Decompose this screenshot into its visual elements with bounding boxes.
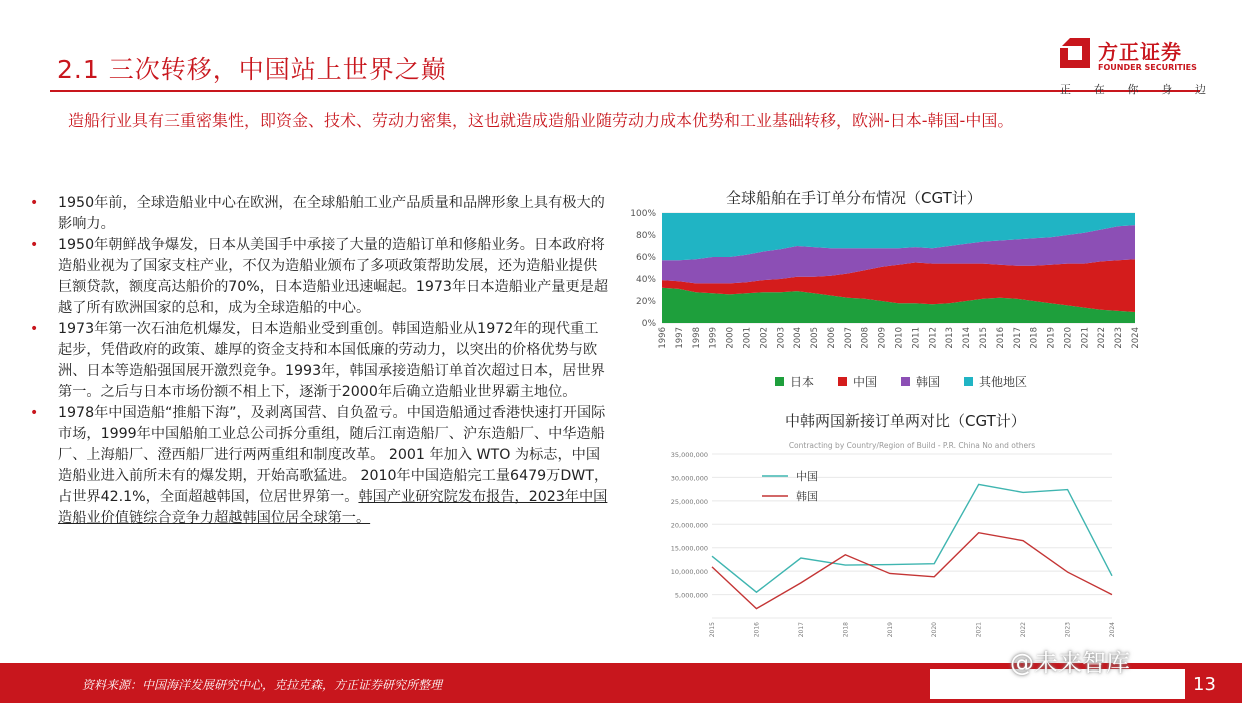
title-divider xyxy=(50,90,1200,92)
page-number: 13 xyxy=(1193,674,1216,695)
x-tick-label: 2017 xyxy=(1012,327,1023,349)
y-tick-label: 25,000,000 xyxy=(670,497,708,506)
x-tick-label: 2018 xyxy=(842,622,850,638)
x-tick-label: 2002 xyxy=(759,327,770,349)
legend-label: 韩国 xyxy=(916,375,941,389)
watermark-text: @未来智库 xyxy=(1010,649,1130,677)
x-tick-label: 2004 xyxy=(793,327,804,349)
legend-label: 中国 xyxy=(796,470,818,483)
legend-item xyxy=(964,373,1027,390)
x-tick-label: 2024 xyxy=(1109,622,1116,638)
orders-line-chart xyxy=(652,436,1122,646)
bullet-text: 1950年前，全球造船业中心在欧洲，在全球船舶工业产品质量和品牌形象上具有极大的影响力。 xyxy=(58,195,605,232)
bullet-text: 1950年朝鲜战争爆发，日本从美国手中承接了大量的造船订单和修船业务。日本政府将造船业视为了国家支柱产业，不仅为造船业颁布了多项政策帮助发展，还为造船业提供巨额贷款，额度高达船价的70%，日本造船业迅速崛起。1973年日本造船业产量更是超越了所有欧洲国家的总和，成为全球造船的中心。 xyxy=(58,237,609,316)
footer-source: 资料来源：中国海洋发展研究中心，克拉克森，方正证券研究所整理 xyxy=(82,678,443,692)
y-tick-label: 5,000,000 xyxy=(674,591,708,600)
bullet-item xyxy=(30,319,610,403)
x-tick-label: 2017 xyxy=(797,622,805,638)
x-tick-label: 2014 xyxy=(962,327,973,349)
bullet-text: 1973年第一次石油危机爆发，日本造船业受到重创。韩国造船业从1972年的现代重工起步，凭借政府的政策、雄厚的资金支持和本国低廉的劳动力，以突出的价格优势与欧洲、日本等造船强国展开激烈竞争。1993年，韩国承接造船订单首次超过日本，居世界第一。之后与日本市场份额不相上下，逐渐于2000年后确立造船业世界霸主地位。 xyxy=(58,321,605,400)
y-tick-label: 10,000,000 xyxy=(670,568,708,577)
x-tick-label: 2012 xyxy=(928,327,939,349)
y-tick-label: 15,000,000 xyxy=(670,544,708,553)
logo-slogan xyxy=(1060,81,1206,97)
bullet-item xyxy=(30,403,610,529)
legend-item xyxy=(901,373,940,390)
x-tick-label: 2005 xyxy=(810,327,821,349)
legend-label: 中国 xyxy=(853,375,878,389)
bullet-list xyxy=(30,193,610,529)
y-tick-label: 40% xyxy=(635,275,656,285)
x-tick-label: 2020 xyxy=(931,622,939,638)
orderbook-chart-legend xyxy=(775,373,1027,390)
logo-name-en: FOUNDER SECURITIES xyxy=(1098,63,1197,72)
x-tick-label: 2022 xyxy=(1097,327,1108,349)
x-tick-label: 2019 xyxy=(1046,327,1057,349)
x-tick-label: 2001 xyxy=(742,327,753,349)
orderbook-area-chart xyxy=(622,205,1142,370)
slide-title: 2.1 三次转移，中国站上世界之巅 xyxy=(57,55,447,84)
x-tick-label: 2010 xyxy=(894,327,905,349)
x-tick-label: 2009 xyxy=(877,327,888,349)
slogan-char: 边 xyxy=(1195,83,1206,96)
bullet-item xyxy=(30,193,610,235)
bullet-item xyxy=(30,235,610,319)
x-tick-label: 2021 xyxy=(1080,327,1091,349)
legend-label: 日本 xyxy=(790,375,815,389)
y-tick-label: 20% xyxy=(635,297,656,307)
x-tick-label: 2015 xyxy=(709,622,716,638)
x-tick-label: 2016 xyxy=(753,622,761,638)
x-tick-label: 1996 xyxy=(658,327,668,349)
slogan-char: 在 xyxy=(1093,83,1105,96)
intro-paragraph: 造船行业具有三重密集性，即资金、技术、劳动力密集，这也就造成造船业随劳动力成本优势和工业基础转移，欧洲-日本-韩国-中国。 xyxy=(68,111,1014,130)
legend-label: 其他地区 xyxy=(979,375,1028,389)
x-tick-label: 2020 xyxy=(1063,327,1074,349)
bullet-text: 1978年中国造船“推船下海”，及剥离国营、自负盈亏。中国造船通过香港快速打开国际市场，1999年中国船舶工业总公司拆分重组，随后江南造船厂、沪东造船厂、中华造船厂、上海船厂、澄西船厂进行两两重组和制度改革。 2001 年加入 WTO 为标志，中国造船业进入前所未有的爆发期，开始高歌猛进。 2010年中国造船完工量6479万DWT，占世界42.1%，全面超越韩国，位居世界第一。 xyxy=(58,405,609,505)
x-tick-label: 2019 xyxy=(886,622,894,638)
y-tick-label: 100% xyxy=(630,209,656,219)
slogan-char: 正 xyxy=(1060,83,1071,96)
x-tick-label: 2015 xyxy=(978,327,989,349)
legend-swatch xyxy=(964,377,973,386)
y-tick-label: 35,000,000 xyxy=(670,451,708,459)
x-tick-label: 1999 xyxy=(708,327,719,349)
legend-swatch xyxy=(901,377,910,386)
y-tick-label: 30,000,000 xyxy=(670,474,708,483)
x-tick-label: 2016 xyxy=(995,327,1006,349)
y-tick-label: 0% xyxy=(641,319,656,329)
x-tick-label: 2013 xyxy=(945,327,956,349)
x-tick-label: 2011 xyxy=(911,327,922,349)
x-tick-label: 2018 xyxy=(1029,327,1040,349)
legend-item xyxy=(775,373,814,390)
x-tick-label: 1997 xyxy=(674,327,685,349)
x-tick-label: 2000 xyxy=(725,327,736,349)
bullet-underlined-text: 韩国产业研究院发布报告，2023年中国造船业价值链综合竞争力超越韩国位居全球第一。 xyxy=(58,489,608,526)
x-tick-label: 1998 xyxy=(691,327,702,349)
x-tick-label: 2008 xyxy=(860,327,871,349)
legend-item xyxy=(838,373,877,390)
x-tick-label: 2023 xyxy=(1114,327,1125,349)
y-tick-label: 80% xyxy=(635,231,656,241)
chart-subtitle: Contracting by Country/Region of Build - P.R. China No and others xyxy=(788,441,1036,450)
x-tick-label: 2006 xyxy=(826,327,837,349)
x-tick-label: 2007 xyxy=(843,327,854,349)
x-tick-label: 2022 xyxy=(1020,622,1028,638)
slogan-char: 你 xyxy=(1127,83,1139,96)
legend-swatch xyxy=(775,377,784,386)
legend-label: 韩国 xyxy=(796,490,818,503)
orderbook-chart-title: 全球船舶在手订单分布情况（CGT计） xyxy=(726,189,982,207)
slogan-char: 身 xyxy=(1161,83,1173,96)
founder-securities-logo xyxy=(1060,32,1220,102)
x-tick-label: 2023 xyxy=(1064,622,1072,638)
orders-chart-title: 中韩两国新接订单两对比（CGT计） xyxy=(785,412,1026,430)
legend-swatch xyxy=(838,377,847,386)
x-tick-label: 2024 xyxy=(1131,327,1141,349)
x-tick-label: 2003 xyxy=(776,327,787,349)
logo-name-cn: 方正证券 xyxy=(1098,40,1182,64)
y-tick-label: 60% xyxy=(635,253,656,263)
y-tick-label: 20,000,000 xyxy=(670,521,708,530)
founder-logo-mark-icon xyxy=(1060,38,1090,68)
x-tick-label: 2021 xyxy=(975,622,983,638)
